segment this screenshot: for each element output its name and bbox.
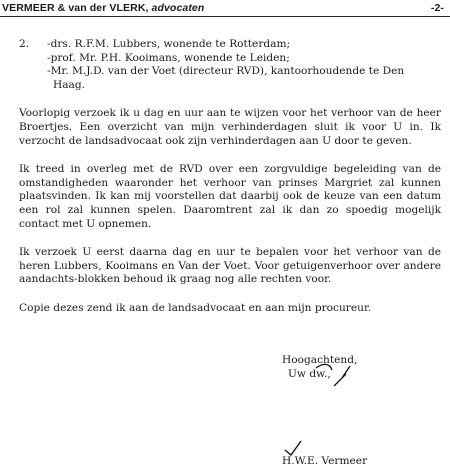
firm-names: VERMEER & van der VLERK, <box>2 2 152 14</box>
firm-role: advocaten <box>151 2 205 14</box>
paragraph: Copie dezes zend ik aan de landsadvocaat en aan mijn procureur. <box>19 301 372 314</box>
list-item: -Mr. M.J.D. van der Voet (directeur RVD), kantoorhoudende te Den <box>47 65 405 78</box>
list-item-continuation: Haag. <box>53 78 86 91</box>
paragraph: Ik verzoek U eerst daarna dag en uur te bepalen voor het verhoor van de heren Lubbers, Kooimans en Van der Voet. Voor getuigenverhoor over andere aandachts-blokken behoud ik graag nog alle rechten voor. <box>19 246 441 286</box>
list-item: -prof. Mr. P.H. Kooimans, wonende te Leiden; <box>47 51 290 64</box>
signature-tick-icon <box>283 440 303 456</box>
paragraph: Ik treed in overleg met de RVD over een zorgvuldige begeleiding van de omstandigheden waaronder het verhoor van prinses Margriet zal kunnen plaatsvinden. Ik kan mij voorstellen dat daarbij ook de keuze van een datum een rol zal kunnen spelen. Daaromtrent zal ik dan zo spoedig mogelijk contact met U opnemen. <box>19 163 441 230</box>
firm-name <box>2 2 204 14</box>
list-number: 2. <box>19 38 30 50</box>
paragraph: Voorlopig verzoek ik u dag en uur aan te wijzen voor het verhoor van de heer Broertjes. Een overzicht van mijn verhinderdagen sluit ik voor U in. Ik verzocht de landsadvocaat ook zijn verhinderdagen aan U door te geven. <box>19 107 441 147</box>
letterhead <box>0 2 450 14</box>
signature-stroke-icon <box>312 360 352 390</box>
list-item: -drs. R.F.M. Lubbers, wonende te Rotterdam; <box>47 38 291 50</box>
page-number: -2- <box>430 2 444 14</box>
header-rule <box>0 16 450 17</box>
closing-greeting: Hoogachtend, <box>282 354 358 366</box>
signatory-name: H.W.E. Vermeer <box>282 455 368 467</box>
witness-list <box>19 38 441 92</box>
letter-body <box>19 38 441 331</box>
closing-signoff: Uw dw., <box>288 367 331 380</box>
